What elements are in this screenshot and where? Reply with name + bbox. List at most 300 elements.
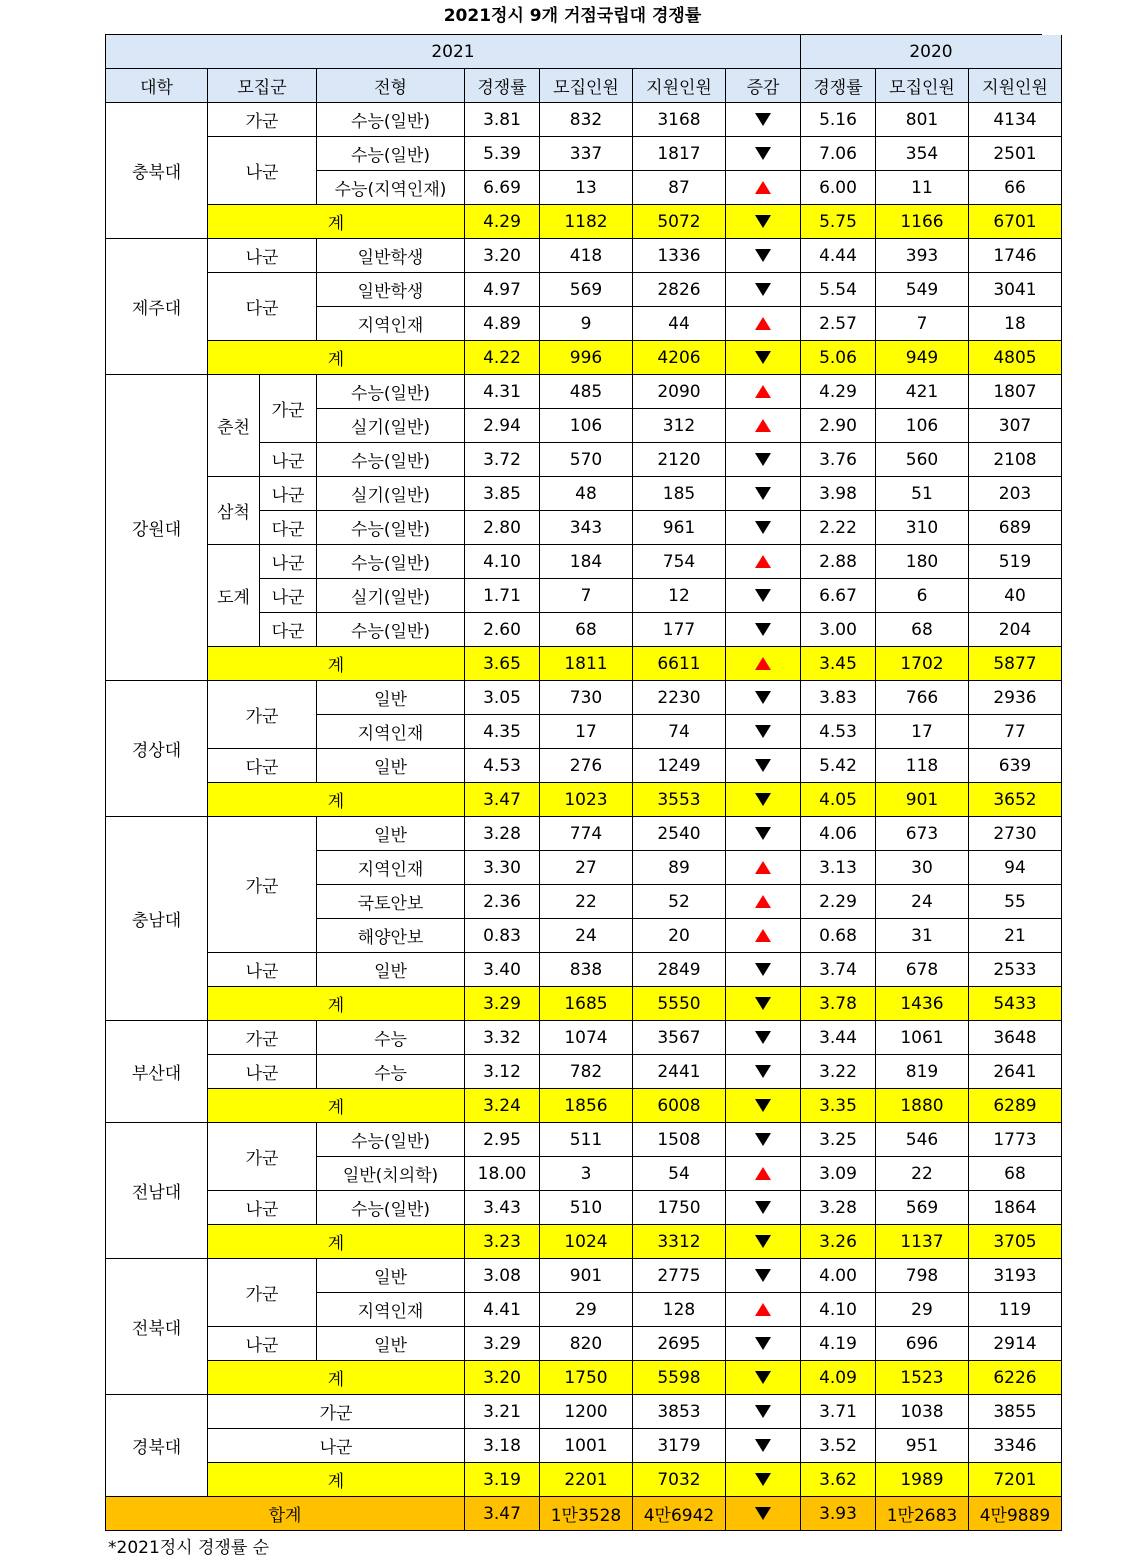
triangle-down-icon bbox=[755, 1099, 771, 1112]
track-label: 실기(일반) bbox=[317, 409, 465, 443]
track-label: 수능(일반) bbox=[317, 443, 465, 477]
group-label: 가군 bbox=[260, 375, 317, 443]
rate-2020: 2.29 bbox=[801, 885, 876, 919]
applicants-2020: 7201 bbox=[969, 1463, 1062, 1497]
change-indicator bbox=[726, 511, 801, 545]
change-indicator bbox=[726, 647, 801, 681]
applicants-2021: 2849 bbox=[633, 953, 726, 987]
group-label: 가군 bbox=[208, 681, 317, 749]
group-label: 나군 bbox=[260, 477, 317, 511]
rate-2020: 4.05 bbox=[801, 783, 876, 817]
rate-2021: 0.83 bbox=[465, 919, 540, 953]
track-label: 수능(일반) bbox=[317, 1123, 465, 1157]
quota-2021: 1182 bbox=[540, 205, 633, 239]
quota-2020: 951 bbox=[876, 1429, 969, 1463]
quota-2020: 1989 bbox=[876, 1463, 969, 1497]
applicants-2021: 312 bbox=[633, 409, 726, 443]
applicants-2020: 40 bbox=[969, 579, 1062, 613]
change-indicator bbox=[726, 273, 801, 307]
change-indicator bbox=[726, 783, 801, 817]
applicants-2020: 94 bbox=[969, 851, 1062, 885]
quota-2021: 17 bbox=[540, 715, 633, 749]
change-indicator bbox=[726, 375, 801, 409]
quota-2021: 782 bbox=[540, 1055, 633, 1089]
change-indicator bbox=[726, 443, 801, 477]
applicants-2021: 6611 bbox=[633, 647, 726, 681]
group-label: 가군 bbox=[208, 817, 317, 953]
quota-2020: 31 bbox=[876, 919, 969, 953]
rate-2021: 3.21 bbox=[465, 1395, 540, 1429]
applicants-2021: 4206 bbox=[633, 341, 726, 375]
rate-2021: 3.65 bbox=[465, 647, 540, 681]
quota-2020: 766 bbox=[876, 681, 969, 715]
change-indicator bbox=[726, 1225, 801, 1259]
applicants-2021: 54 bbox=[633, 1157, 726, 1191]
quota-2020: 696 bbox=[876, 1327, 969, 1361]
group-label: 나군 bbox=[260, 579, 317, 613]
change-indicator bbox=[726, 205, 801, 239]
rate-2020: 4.29 bbox=[801, 375, 876, 409]
rate-2020: 3.22 bbox=[801, 1055, 876, 1089]
change-indicator bbox=[726, 613, 801, 647]
applicants-2021: 2695 bbox=[633, 1327, 726, 1361]
change-indicator bbox=[726, 817, 801, 851]
change-indicator bbox=[726, 681, 801, 715]
applicants-2020: 2641 bbox=[969, 1055, 1062, 1089]
change-indicator bbox=[726, 1055, 801, 1089]
quota-2021: 106 bbox=[540, 409, 633, 443]
track-label: 일반 bbox=[317, 1327, 465, 1361]
rate-2020: 4.44 bbox=[801, 239, 876, 273]
grand-total-applicants-2020: 4만9889 bbox=[969, 1497, 1062, 1531]
group-label: 나군 bbox=[208, 1191, 317, 1225]
applicants-2021: 3553 bbox=[633, 783, 726, 817]
rate-2020: 2.88 bbox=[801, 545, 876, 579]
applicants-2020: 21 bbox=[969, 919, 1062, 953]
triangle-up-icon bbox=[755, 861, 771, 874]
applicants-2021: 3567 bbox=[633, 1021, 726, 1055]
rate-2020: 6.67 bbox=[801, 579, 876, 613]
applicants-2020: 119 bbox=[969, 1293, 1062, 1327]
rate-2020: 0.68 bbox=[801, 919, 876, 953]
group-label: 나군 bbox=[208, 137, 317, 205]
triangle-up-icon bbox=[755, 419, 771, 432]
triangle-down-icon bbox=[755, 1065, 771, 1078]
group-label: 가군 bbox=[208, 1395, 465, 1429]
quota-2020: 24 bbox=[876, 885, 969, 919]
quota-2021: 2201 bbox=[540, 1463, 633, 1497]
quota-2021: 485 bbox=[540, 375, 633, 409]
rate-2021: 4.31 bbox=[465, 375, 540, 409]
quota-2021: 1750 bbox=[540, 1361, 633, 1395]
applicants-2021: 185 bbox=[633, 477, 726, 511]
triangle-up-icon bbox=[755, 929, 771, 942]
applicants-2021: 1249 bbox=[633, 749, 726, 783]
quota-2020: 106 bbox=[876, 409, 969, 443]
triangle-down-icon bbox=[755, 1439, 771, 1452]
quota-2021: 820 bbox=[540, 1327, 633, 1361]
track-label: 지역인재 bbox=[317, 307, 465, 341]
applicants-2020: 204 bbox=[969, 613, 1062, 647]
quota-2020: 569 bbox=[876, 1191, 969, 1225]
quota-2021: 418 bbox=[540, 239, 633, 273]
applicants-2021: 5550 bbox=[633, 987, 726, 1021]
triangle-down-icon bbox=[755, 589, 771, 602]
quota-2021: 901 bbox=[540, 1259, 633, 1293]
rate-2021: 3.08 bbox=[465, 1259, 540, 1293]
applicants-2020: 6289 bbox=[969, 1089, 1062, 1123]
univ-name: 전북대 bbox=[106, 1259, 208, 1395]
quota-2020: 1038 bbox=[876, 1395, 969, 1429]
quota-2021: 569 bbox=[540, 273, 633, 307]
quota-2021: 184 bbox=[540, 545, 633, 579]
track-label: 실기(일반) bbox=[317, 477, 465, 511]
applicants-2020: 3855 bbox=[969, 1395, 1062, 1429]
track-label: 지역인재 bbox=[317, 851, 465, 885]
group-label: 다군 bbox=[208, 273, 317, 341]
rate-2021: 4.35 bbox=[465, 715, 540, 749]
quota-2020: 354 bbox=[876, 137, 969, 171]
rate-2020: 2.90 bbox=[801, 409, 876, 443]
triangle-down-icon bbox=[755, 453, 771, 466]
applicants-2021: 3312 bbox=[633, 1225, 726, 1259]
applicants-2021: 2230 bbox=[633, 681, 726, 715]
subtotal-label: 계 bbox=[208, 1463, 465, 1497]
subtotal-label: 계 bbox=[208, 987, 465, 1021]
triangle-up-icon bbox=[755, 895, 771, 908]
triangle-down-icon bbox=[755, 963, 771, 976]
applicants-2021: 1750 bbox=[633, 1191, 726, 1225]
track-label: 일반 bbox=[317, 817, 465, 851]
rate-2020: 5.75 bbox=[801, 205, 876, 239]
grand-total-quota-2021: 1만3528 bbox=[540, 1497, 633, 1531]
rate-2020: 3.35 bbox=[801, 1089, 876, 1123]
subtotal-label: 계 bbox=[208, 341, 465, 375]
change-indicator bbox=[726, 103, 801, 137]
applicants-2020: 689 bbox=[969, 511, 1062, 545]
quota-2020: 801 bbox=[876, 103, 969, 137]
applicants-2020: 3648 bbox=[969, 1021, 1062, 1055]
applicants-2021: 754 bbox=[633, 545, 726, 579]
track-label: 지역인재 bbox=[317, 715, 465, 749]
rate-2021: 3.40 bbox=[465, 953, 540, 987]
rate-2021: 3.30 bbox=[465, 851, 540, 885]
rate-2020: 3.62 bbox=[801, 1463, 876, 1497]
competition-rate-table bbox=[105, 34, 1051, 1531]
quota-2021: 1856 bbox=[540, 1089, 633, 1123]
applicants-2021: 6008 bbox=[633, 1089, 726, 1123]
applicants-2021: 961 bbox=[633, 511, 726, 545]
quota-2020: 51 bbox=[876, 477, 969, 511]
rate-2020: 5.54 bbox=[801, 273, 876, 307]
rate-2020: 3.13 bbox=[801, 851, 876, 885]
change-indicator bbox=[726, 1293, 801, 1327]
track-label: 일반 bbox=[317, 681, 465, 715]
rate-2020: 2.22 bbox=[801, 511, 876, 545]
quota-2020: 949 bbox=[876, 341, 969, 375]
change-indicator bbox=[726, 987, 801, 1021]
quota-2020: 1061 bbox=[876, 1021, 969, 1055]
applicants-2020: 3041 bbox=[969, 273, 1062, 307]
track-label: 수능(지역인재) bbox=[317, 171, 465, 205]
applicants-2020: 4805 bbox=[969, 341, 1062, 375]
univ-name: 부산대 bbox=[106, 1021, 208, 1123]
group-label: 다군 bbox=[260, 511, 317, 545]
rate-2021: 3.47 bbox=[465, 783, 540, 817]
quota-2021: 13 bbox=[540, 171, 633, 205]
rate-2020: 4.10 bbox=[801, 1293, 876, 1327]
applicants-2021: 128 bbox=[633, 1293, 726, 1327]
applicants-2021: 177 bbox=[633, 613, 726, 647]
header-rate-2021: 경쟁률 bbox=[465, 69, 540, 103]
track-label: 수능(일반) bbox=[317, 137, 465, 171]
subtotal-label: 계 bbox=[208, 1225, 465, 1259]
applicants-2020: 5877 bbox=[969, 647, 1062, 681]
rate-2021: 2.36 bbox=[465, 885, 540, 919]
quota-2021: 730 bbox=[540, 681, 633, 715]
quota-2020: 180 bbox=[876, 545, 969, 579]
rate-2021: 2.95 bbox=[465, 1123, 540, 1157]
applicants-2020: 1746 bbox=[969, 239, 1062, 273]
applicants-2021: 5598 bbox=[633, 1361, 726, 1395]
track-label: 일반학생 bbox=[317, 273, 465, 307]
quota-2020: 1702 bbox=[876, 647, 969, 681]
rate-2021: 3.24 bbox=[465, 1089, 540, 1123]
change-indicator bbox=[726, 1089, 801, 1123]
quota-2020: 29 bbox=[876, 1293, 969, 1327]
track-label: 해양안보 bbox=[317, 919, 465, 953]
group-label: 나군 bbox=[208, 1055, 317, 1089]
quota-2020: 17 bbox=[876, 715, 969, 749]
quota-2020: 901 bbox=[876, 783, 969, 817]
change-indicator bbox=[726, 579, 801, 613]
triangle-up-icon bbox=[755, 1167, 771, 1180]
quota-2020: 6 bbox=[876, 579, 969, 613]
rate-2021: 3.12 bbox=[465, 1055, 540, 1089]
applicants-2021: 3853 bbox=[633, 1395, 726, 1429]
rate-2020: 3.74 bbox=[801, 953, 876, 987]
rate-2020: 3.00 bbox=[801, 613, 876, 647]
quota-2021: 343 bbox=[540, 511, 633, 545]
group-label: 가군 bbox=[208, 1259, 317, 1327]
quota-2020: 546 bbox=[876, 1123, 969, 1157]
rate-2021: 2.94 bbox=[465, 409, 540, 443]
applicants-2021: 52 bbox=[633, 885, 726, 919]
quota-2021: 1023 bbox=[540, 783, 633, 817]
triangle-up-icon bbox=[755, 657, 771, 670]
quota-2020: 310 bbox=[876, 511, 969, 545]
applicants-2021: 2090 bbox=[633, 375, 726, 409]
quota-2021: 276 bbox=[540, 749, 633, 783]
univ-name: 충북대 bbox=[106, 103, 208, 239]
track-label: 수능(일반) bbox=[317, 511, 465, 545]
track-label: 일반학생 bbox=[317, 239, 465, 273]
header-quota-2020: 모집인원 bbox=[876, 69, 969, 103]
rate-2020: 4.53 bbox=[801, 715, 876, 749]
grand-total-applicants-2021: 4만6942 bbox=[633, 1497, 726, 1531]
quota-2021: 1200 bbox=[540, 1395, 633, 1429]
quota-2021: 7 bbox=[540, 579, 633, 613]
rate-2021: 2.60 bbox=[465, 613, 540, 647]
quota-2020: 1137 bbox=[876, 1225, 969, 1259]
applicants-2020: 5433 bbox=[969, 987, 1062, 1021]
track-label: 수능(일반) bbox=[317, 375, 465, 409]
change-indicator bbox=[726, 1259, 801, 1293]
applicants-2020: 2533 bbox=[969, 953, 1062, 987]
footnote: *2021정시 경쟁률 순 bbox=[108, 1538, 270, 1558]
rate-2020: 3.45 bbox=[801, 647, 876, 681]
group-label: 나군 bbox=[208, 953, 317, 987]
applicants-2021: 7032 bbox=[633, 1463, 726, 1497]
triangle-down-icon bbox=[755, 793, 771, 806]
rate-2021: 3.29 bbox=[465, 987, 540, 1021]
rate-2020: 7.06 bbox=[801, 137, 876, 171]
triangle-down-icon bbox=[755, 759, 771, 772]
applicants-2020: 18 bbox=[969, 307, 1062, 341]
rate-2020: 3.98 bbox=[801, 477, 876, 511]
track-label: 수능(일반) bbox=[317, 545, 465, 579]
quota-2020: 673 bbox=[876, 817, 969, 851]
triangle-down-icon bbox=[755, 1337, 771, 1350]
triangle-down-icon bbox=[755, 1507, 771, 1520]
applicants-2020: 1773 bbox=[969, 1123, 1062, 1157]
rate-2020: 2.57 bbox=[801, 307, 876, 341]
rate-2020: 5.42 bbox=[801, 749, 876, 783]
quota-2021: 996 bbox=[540, 341, 633, 375]
triangle-down-icon bbox=[755, 1031, 771, 1044]
rate-2021: 4.89 bbox=[465, 307, 540, 341]
applicants-2021: 2540 bbox=[633, 817, 726, 851]
quota-2020: 7 bbox=[876, 307, 969, 341]
applicants-2021: 20 bbox=[633, 919, 726, 953]
triangle-down-icon bbox=[755, 215, 771, 228]
quota-2021: 570 bbox=[540, 443, 633, 477]
rate-2021: 3.20 bbox=[465, 1361, 540, 1395]
applicants-2021: 74 bbox=[633, 715, 726, 749]
rate-2020: 3.71 bbox=[801, 1395, 876, 1429]
change-indicator bbox=[726, 477, 801, 511]
rate-2020: 5.06 bbox=[801, 341, 876, 375]
group-label: 나군 bbox=[208, 239, 317, 273]
triangle-down-icon bbox=[755, 1133, 771, 1146]
rate-2020: 4.06 bbox=[801, 817, 876, 851]
change-indicator bbox=[726, 1395, 801, 1429]
rate-2020: 3.28 bbox=[801, 1191, 876, 1225]
header-applicants-2021: 지원인원 bbox=[633, 69, 726, 103]
triangle-down-icon bbox=[755, 1201, 771, 1214]
subtotal-label: 계 bbox=[208, 205, 465, 239]
triangle-down-icon bbox=[755, 1371, 771, 1384]
track-label: 국토안보 bbox=[317, 885, 465, 919]
applicants-2021: 2120 bbox=[633, 443, 726, 477]
grand-total-change bbox=[726, 1497, 801, 1531]
applicants-2020: 2730 bbox=[969, 817, 1062, 851]
rate-2020: 3.26 bbox=[801, 1225, 876, 1259]
triangle-up-icon bbox=[755, 555, 771, 568]
triangle-up-icon bbox=[755, 317, 771, 330]
triangle-down-icon bbox=[755, 997, 771, 1010]
group-label: 다군 bbox=[208, 749, 317, 783]
applicants-2021: 2826 bbox=[633, 273, 726, 307]
change-indicator bbox=[726, 885, 801, 919]
triangle-down-icon bbox=[755, 1269, 771, 1282]
quota-2021: 1074 bbox=[540, 1021, 633, 1055]
applicants-2020: 68 bbox=[969, 1157, 1062, 1191]
quota-2020: 1436 bbox=[876, 987, 969, 1021]
change-indicator bbox=[726, 307, 801, 341]
rate-2021: 5.39 bbox=[465, 137, 540, 171]
change-indicator bbox=[726, 1327, 801, 1361]
quota-2020: 118 bbox=[876, 749, 969, 783]
header-year-2021: 2021 bbox=[106, 35, 801, 69]
change-indicator bbox=[726, 341, 801, 375]
rate-2021: 3.23 bbox=[465, 1225, 540, 1259]
quota-2021: 838 bbox=[540, 953, 633, 987]
subtotal-label: 계 bbox=[208, 783, 465, 817]
group-label: 나군 bbox=[208, 1429, 465, 1463]
quota-2021: 29 bbox=[540, 1293, 633, 1327]
change-indicator bbox=[726, 1123, 801, 1157]
applicants-2020: 3705 bbox=[969, 1225, 1062, 1259]
applicants-2021: 1817 bbox=[633, 137, 726, 171]
applicants-2021: 12 bbox=[633, 579, 726, 613]
triangle-down-icon bbox=[755, 147, 771, 160]
triangle-up-icon bbox=[755, 181, 771, 194]
applicants-2021: 3168 bbox=[633, 103, 726, 137]
quota-2021: 48 bbox=[540, 477, 633, 511]
triangle-up-icon bbox=[755, 385, 771, 398]
rate-2020: 3.52 bbox=[801, 1429, 876, 1463]
quota-2021: 27 bbox=[540, 851, 633, 885]
track-label: 일반 bbox=[317, 953, 465, 987]
group-label: 나군 bbox=[260, 443, 317, 477]
quota-2021: 22 bbox=[540, 885, 633, 919]
applicants-2021: 2775 bbox=[633, 1259, 726, 1293]
rate-2021: 4.10 bbox=[465, 545, 540, 579]
rate-2021: 4.41 bbox=[465, 1293, 540, 1327]
triangle-down-icon bbox=[755, 487, 771, 500]
triangle-down-icon bbox=[755, 113, 771, 126]
applicants-2021: 1508 bbox=[633, 1123, 726, 1157]
rate-2021: 2.80 bbox=[465, 511, 540, 545]
change-indicator bbox=[726, 1429, 801, 1463]
track-label: 지역인재 bbox=[317, 1293, 465, 1327]
triangle-up-icon bbox=[755, 1303, 771, 1316]
rate-2020: 5.16 bbox=[801, 103, 876, 137]
rate-2021: 3.05 bbox=[465, 681, 540, 715]
track-label: 수능(일반) bbox=[317, 103, 465, 137]
applicants-2020: 2108 bbox=[969, 443, 1062, 477]
applicants-2020: 55 bbox=[969, 885, 1062, 919]
applicants-2020: 519 bbox=[969, 545, 1062, 579]
applicants-2020: 66 bbox=[969, 171, 1062, 205]
rate-2021: 4.22 bbox=[465, 341, 540, 375]
grand-total-rate-2020: 3.93 bbox=[801, 1497, 876, 1531]
applicants-2020: 77 bbox=[969, 715, 1062, 749]
change-indicator bbox=[726, 137, 801, 171]
applicants-2021: 87 bbox=[633, 171, 726, 205]
triangle-down-icon bbox=[755, 351, 771, 364]
applicants-2021: 1336 bbox=[633, 239, 726, 273]
quota-2020: 1166 bbox=[876, 205, 969, 239]
campus-label: 삼척 bbox=[208, 477, 260, 545]
rate-2020: 4.19 bbox=[801, 1327, 876, 1361]
rate-2021: 3.85 bbox=[465, 477, 540, 511]
track-label: 일반 bbox=[317, 1259, 465, 1293]
rate-2021: 3.19 bbox=[465, 1463, 540, 1497]
group-label: 가군 bbox=[208, 1021, 317, 1055]
quota-2020: 1880 bbox=[876, 1089, 969, 1123]
